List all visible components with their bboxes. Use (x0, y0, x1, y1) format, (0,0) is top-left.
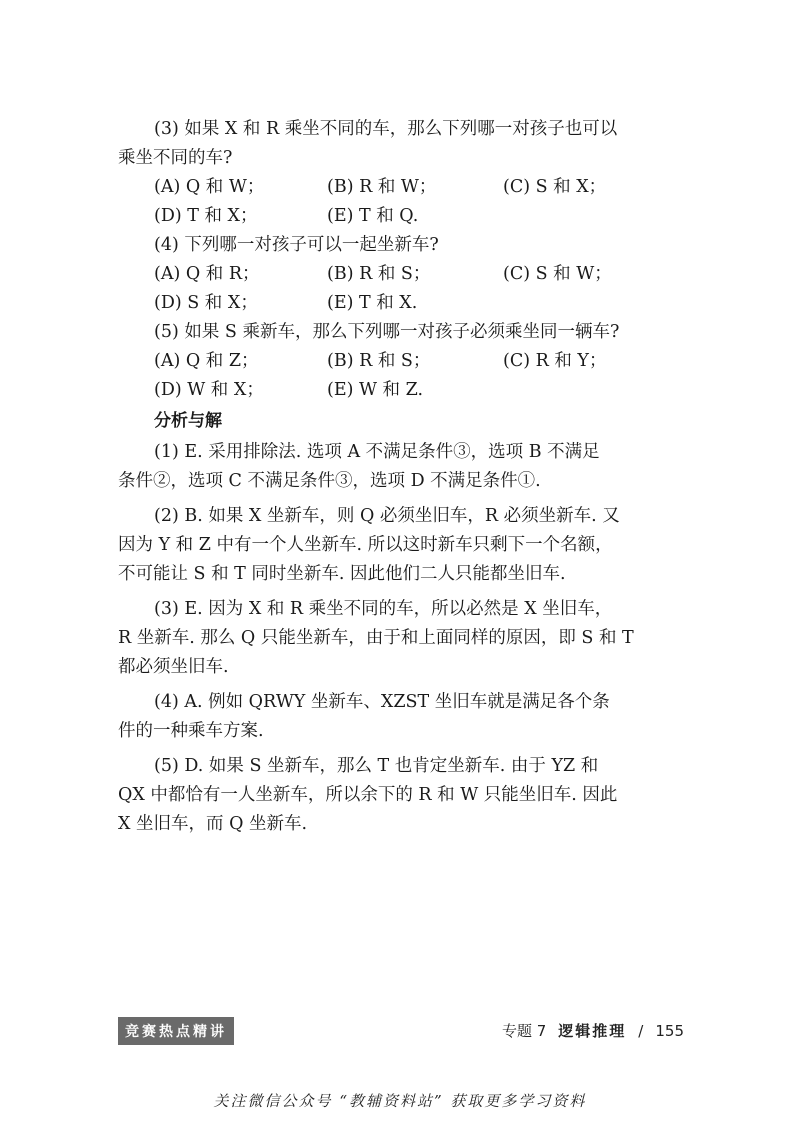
q5-option-c: (C) R 和 Y； (503, 351, 607, 371)
answer-4-line1: (4) A. 例如 QRWY 坐新车、XZST 坐旧车就是满足各个条 (154, 692, 610, 712)
answer-1 (118, 438, 683, 496)
page-number: 155 (655, 1021, 684, 1040)
answer-4 (118, 688, 683, 746)
answer-5-line2: QX 中都恰有一人坐新车，所以余下的 R 和 W 只能坐旧车. 因此 (118, 785, 618, 805)
q4-option-a: (A) Q 和 R； (154, 264, 260, 284)
analysis-heading: 分析与解 (154, 411, 222, 431)
answer-1-line1: (1) E. 采用排除法. 选项 A 不满足条件③，选项 B 不满足 (154, 442, 600, 462)
q4-option-b: (B) R 和 S； (327, 264, 431, 284)
footer-title: 逻辑推理 (558, 1022, 627, 1040)
q3-stem-line1: (3) 如果 X 和 R 乘坐不同的车，那么下列哪一对孩子也可以 (154, 119, 618, 139)
answer-1-line2: 条件②，选项 C 不满足条件③，选项 D 不满足条件①. (118, 471, 541, 491)
footer-topic: 专题 7 (501, 1022, 547, 1040)
answer-2 (118, 502, 683, 589)
answer-2-line2: 因为 Y 和 Z 中有一个人坐新车. 所以这时新车只剩下一个名额， (118, 535, 613, 555)
answer-3-line2: R 坐新车. 那么 Q 只能坐新车，由于和上面同样的原因，即 S 和 T (118, 628, 634, 648)
q3-option-a: (A) Q 和 W； (154, 177, 265, 197)
q4-options-row1 (118, 260, 683, 289)
footer-separator: / (638, 1021, 644, 1040)
running-footer (502, 1020, 684, 1041)
q5-option-d: (D) W 和 X； (154, 380, 264, 400)
answer-5-line1: (5) D. 如果 S 坐新车，那么 T 也肯定坐新车. 由于 YZ 和 (154, 756, 599, 776)
q3-options-row2 (118, 202, 683, 231)
q3-option-e: (E) T 和 Q. (327, 206, 419, 226)
answer-3 (118, 595, 683, 682)
q5-options-row1 (118, 347, 683, 376)
answer-2-line3: 不可能让 S 和 T 同时坐新车. 因此他们二人只能都坐旧车. (118, 564, 566, 584)
q5-option-a: (A) Q 和 Z； (154, 351, 259, 371)
analysis-answers (118, 438, 683, 839)
q3-option-b: (B) R 和 W； (327, 177, 437, 197)
answer-5 (118, 752, 683, 839)
page-content (118, 115, 683, 845)
q4-option-d: (D) S 和 X； (154, 293, 258, 313)
q5-stem: (5) 如果 S 乘新车，那么下列哪一对孩子必须乘坐同一辆车? (154, 322, 620, 342)
answer-3-line3: 都必须坐旧车. (118, 657, 229, 677)
q3-option-d: (D) T 和 X； (154, 206, 258, 226)
q3-options-row1 (118, 173, 683, 202)
q4-options-row2 (118, 289, 683, 318)
q5-options-row2 (118, 376, 683, 405)
q5-option-b: (B) R 和 S； (327, 351, 431, 371)
q4-option-c: (C) S 和 W； (503, 264, 612, 284)
q4-option-e: (E) T 和 X. (327, 293, 418, 313)
q3-option-c: (C) S 和 X； (503, 177, 607, 197)
answer-3-line1: (3) E. 因为 X 和 R 乘坐不同的车，所以必然是 X 坐旧车， (154, 599, 613, 619)
answer-5-line3: X 坐旧车，而 Q 坐新车. (118, 814, 308, 834)
answer-4-line2: 件的一种乘车方案. (118, 721, 264, 741)
answer-2-line1: (2) B. 如果 X 坐新车，则 Q 必须坐旧车，R 必须坐新车. 又 (154, 506, 620, 526)
watermark-text: 关注微信公众号 “教辅资料站” 获取更多学习资料 (213, 1092, 587, 1110)
q5-option-e: (E) W 和 Z. (327, 380, 424, 400)
q3-stem-line2: 乘坐不同的车? (118, 148, 233, 168)
series-badge: 竞赛热点精讲 (118, 1017, 234, 1045)
q4-stem: (4) 下列哪一对孩子可以一起坐新车? (154, 235, 439, 255)
